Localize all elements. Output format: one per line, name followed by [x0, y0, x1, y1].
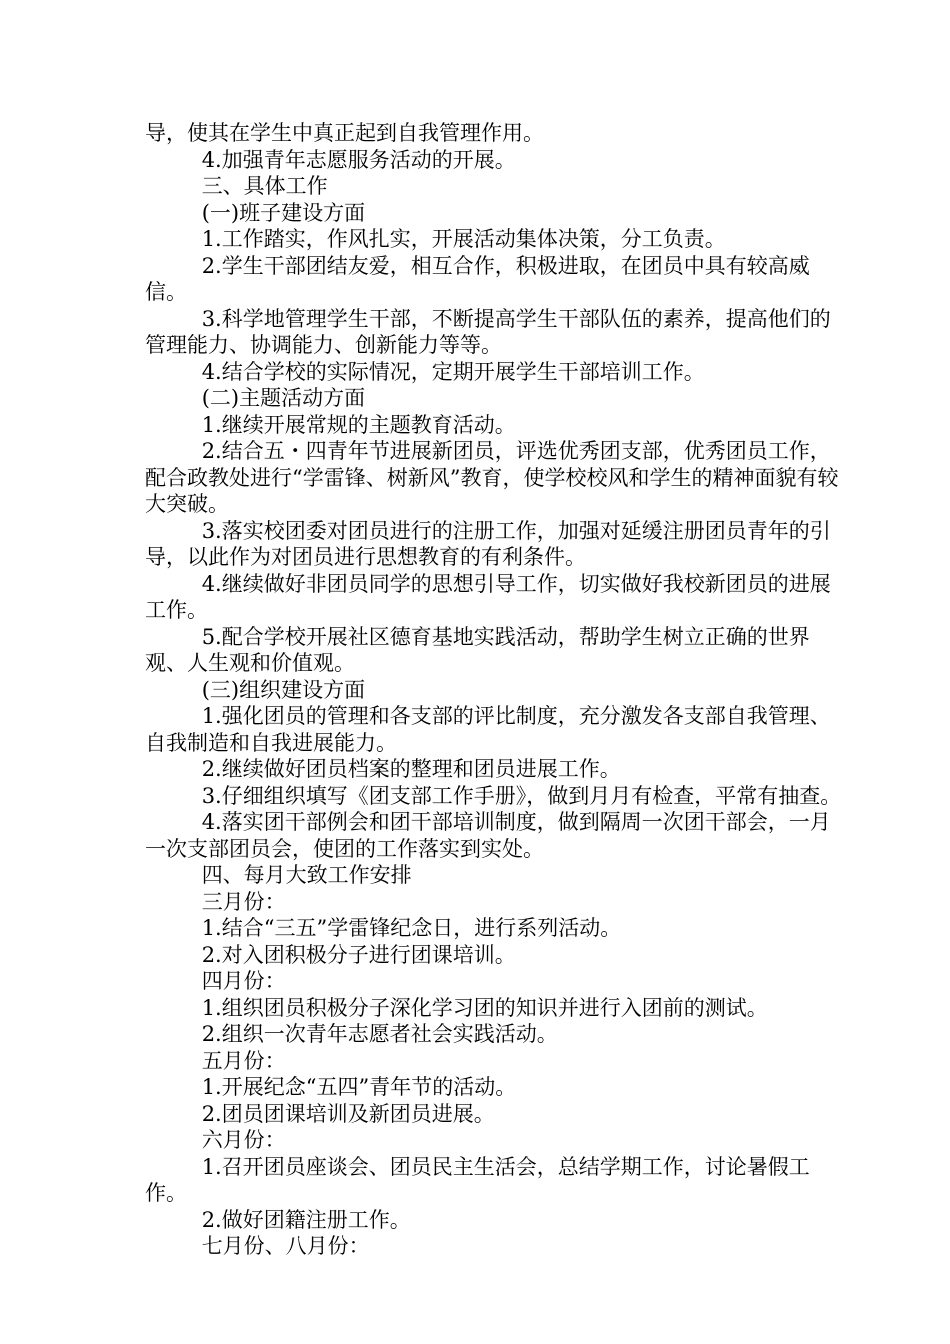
paragraph: 四、每月大致工作安排	[201, 863, 412, 887]
paragraph: 2.团员团课培训及新团员进展。	[201, 1101, 495, 1126]
paragraph: 七月份、八月份：	[201, 1234, 370, 1258]
paragraph: (一)班子建设方面	[201, 200, 366, 225]
paragraph: 4.落实团干部例会和团干部培训制度，做到隔周一次团干部会，一月一次支部团员会，使团的工作落实到实处。	[145, 810, 831, 861]
paragraph: 导，使其在学生中真正起到自我管理作用。	[145, 121, 544, 145]
paragraph: 1.强化团员的管理和各支部的评比制度，充分激发各支部自我管理、自我制造和自我进展能力。	[145, 704, 831, 755]
paragraph: 2.对入团积极分子进行团课培训。	[201, 942, 516, 967]
paragraph: 三月份：	[201, 889, 286, 914]
paragraph: 4.加强青年志愿服务活动的开展。	[201, 147, 516, 172]
paragraph: 2.组织一次青年志愿者社会实践活动。	[201, 1022, 558, 1046]
paragraph: 4.结合学校的实际情况，定期开展学生干部培训工作。	[201, 359, 705, 384]
paragraph: 5.配合学校开展社区德育基地实践活动，帮助学生树立正确的世界观、人生观和价值观。	[145, 624, 810, 675]
paragraph: (三)组织建设方面	[201, 677, 366, 702]
paragraph: 1.召开团员座谈会、团员民主生活会，总结学期工作，讨论暑假工作。	[145, 1154, 810, 1205]
paragraph: 1.组织团员积极分子深化学习团的知识并进行入团前的测试。	[201, 995, 768, 1020]
paragraph: 1.工作踏实，作风扎实，开展活动集体决策，分工负责。	[201, 227, 726, 251]
paragraph: 3.落实校团委对团员进行的注册工作，加强对延缓注册团员青年的引导，以此作为对团员进行思想教育的有利条件。	[145, 518, 831, 569]
document-body	[145, 120, 845, 1260]
paragraph: 3.仔细组织填写《团支部工作手册》，做到月月有检查，平常有抽查。	[201, 783, 842, 808]
paragraph: 4.继续做好非团员同学的思想引导工作，切实做好我校新团员的进展工作。	[145, 571, 831, 622]
paragraph: 2.结合五・四青年节进展新团员，评选优秀团支部，优秀团员工作，配合政教处进行“学雷锋、树新风”教育，使学校校风和学生的精神面貌有较大突破。	[145, 439, 839, 516]
paragraph: 3.科学地管理学生干部，不断提高学生干部队伍的素养，提高他们的管理能力、协调能力、创新能力等等。	[145, 306, 831, 357]
paragraph: 1.开展纪念“五四”青年节的活动。	[201, 1075, 517, 1099]
paragraph: 1.结合“三五”学雷锋纪念日，进行系列活动。	[201, 916, 622, 940]
paragraph: 2.做好团籍注册工作。	[201, 1207, 411, 1232]
paragraph: 五月份：	[201, 1048, 286, 1073]
paragraph: 2.继续做好团员档案的整理和团员进展工作。	[201, 757, 621, 781]
paragraph: 2.学生干部团结友爱，相互合作，积极进取，在团员中具有较高威信。	[145, 253, 810, 304]
paragraph: 四月份：	[201, 969, 286, 993]
paragraph: (二)主题活动方面	[201, 386, 366, 410]
paragraph: 三、具体工作	[201, 174, 328, 198]
paragraph: 1.继续开展常规的主题教育活动。	[201, 412, 516, 437]
paragraph: 六月份：	[201, 1128, 286, 1152]
